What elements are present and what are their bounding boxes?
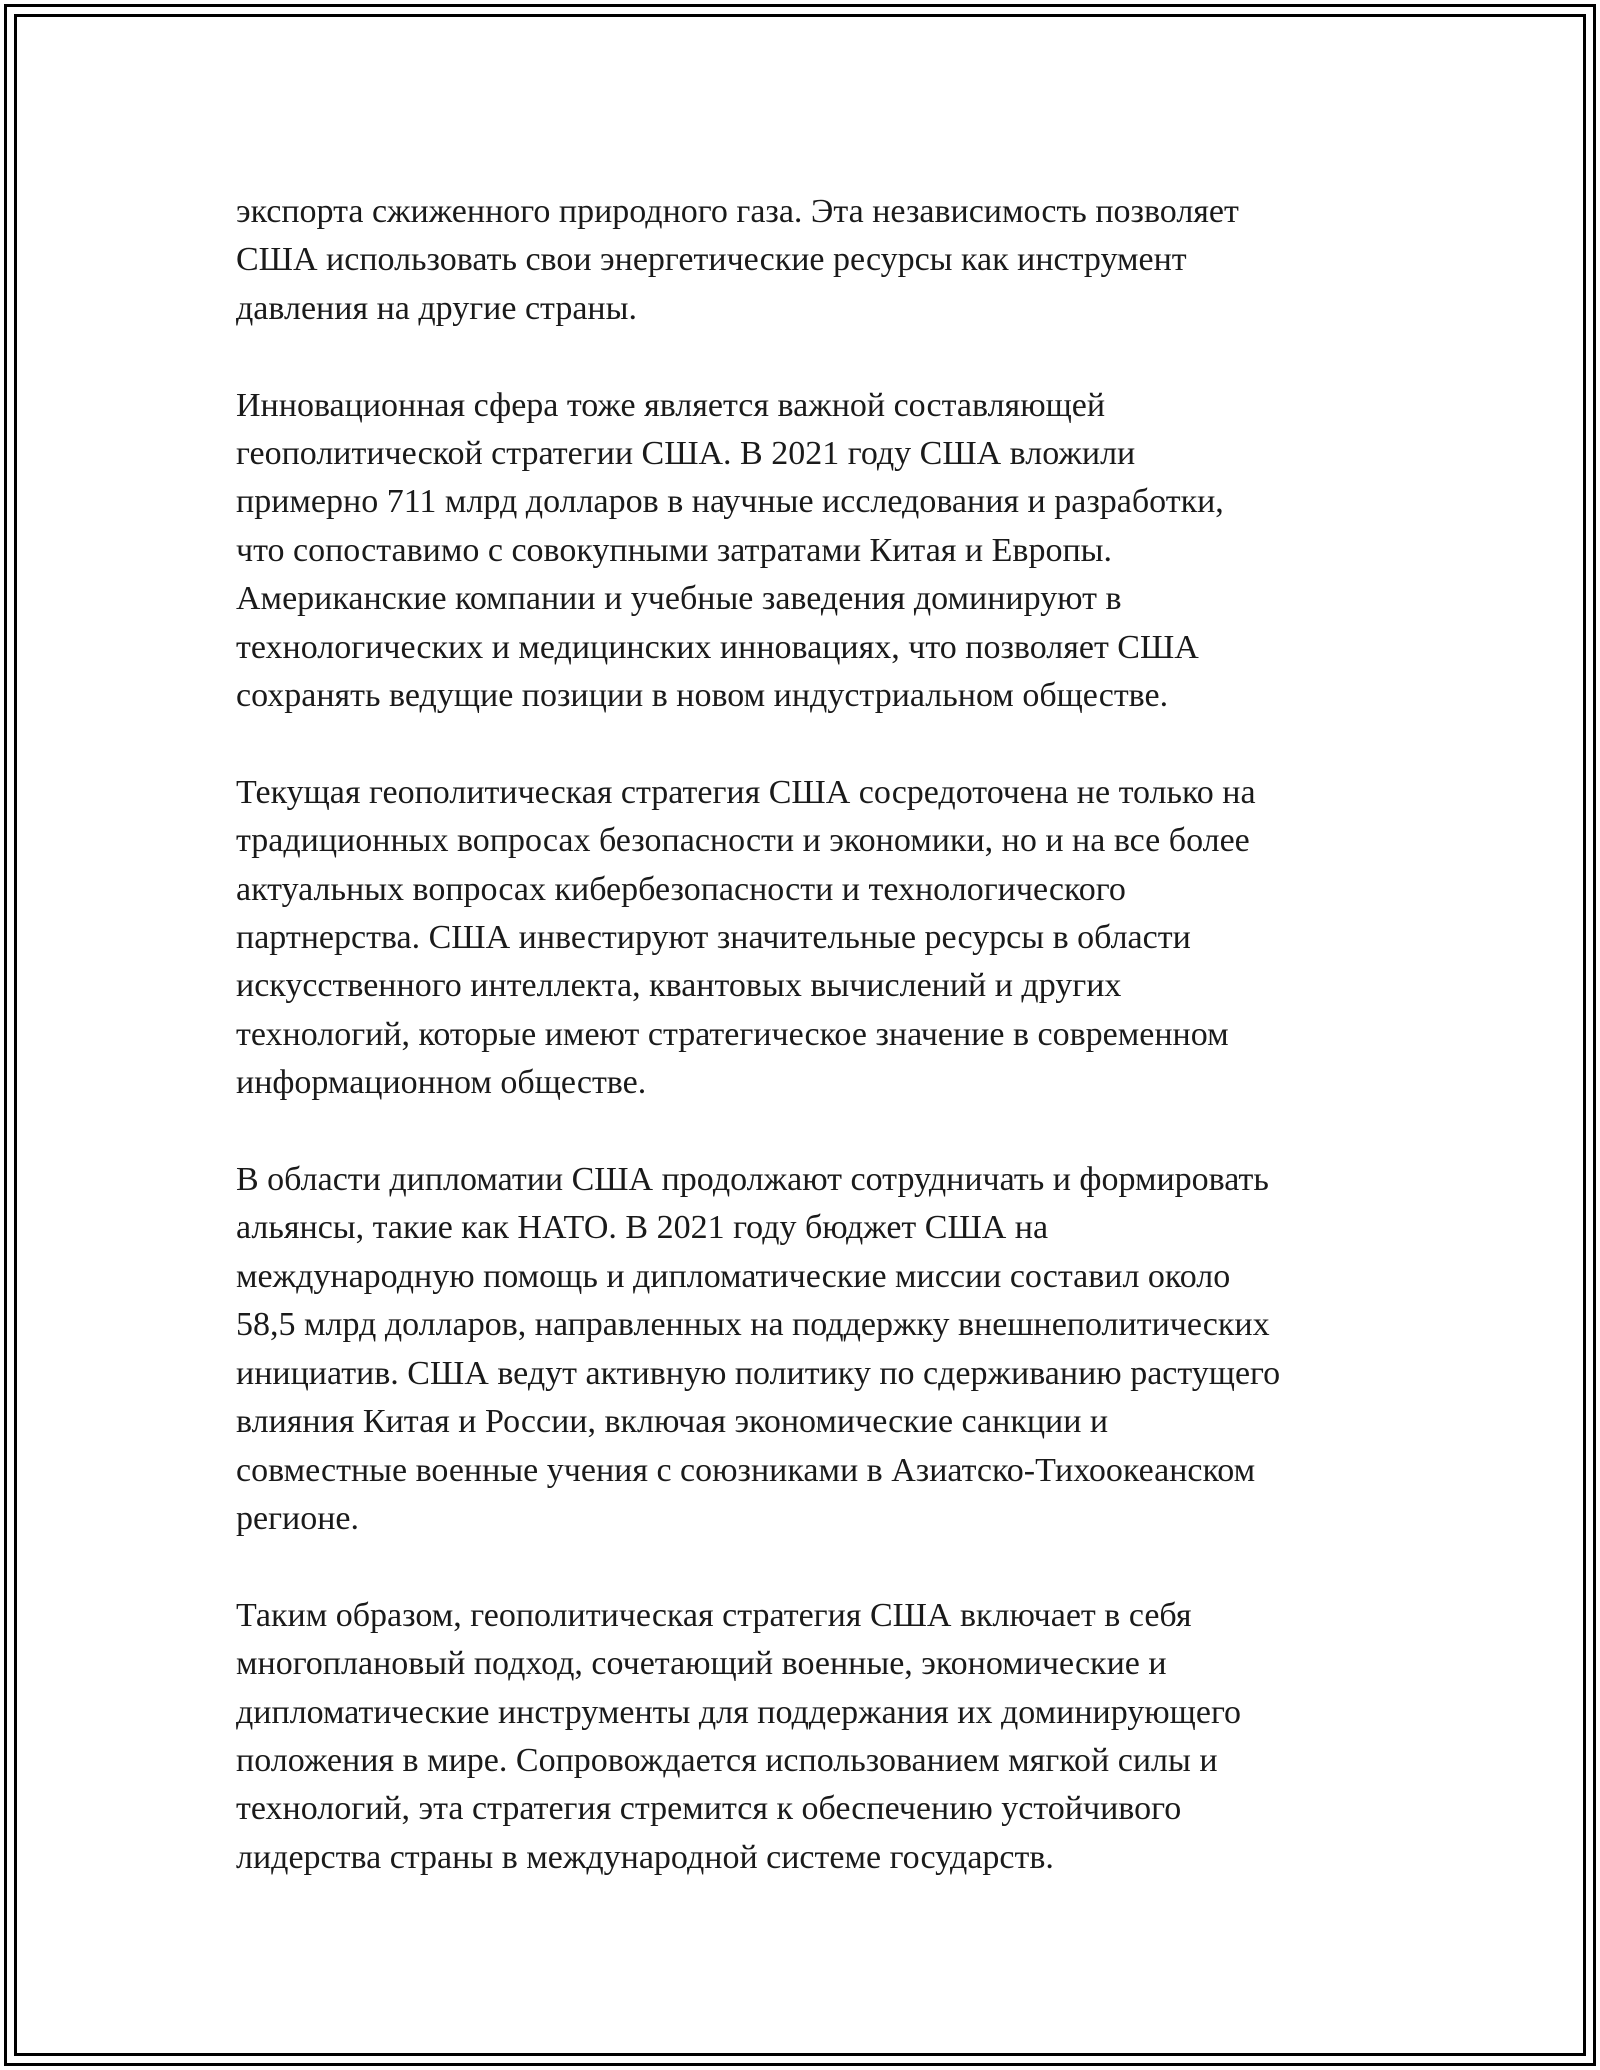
text-line: Таким образом, геополитическая стратегия США включает в себя — [236, 1596, 1192, 1634]
text-line: влияния Китая и России, включая экономические санкции и — [236, 1403, 1109, 1441]
paragraph-3 — [236, 769, 1386, 1108]
text-line: технологий, эта стратегия стремится к обеспечению устойчивого — [236, 1790, 1182, 1828]
text-line: примерно 711 млрд долларов в научные исследования и разработки, — [236, 483, 1224, 521]
text-line: дипломатические инструменты для поддержания их доминирующего — [236, 1693, 1242, 1731]
text-line: информационном обществе. — [236, 1064, 647, 1102]
text-line: актуальных вопросах кибербезопасности и технологического — [236, 870, 1126, 908]
paragraph-1 — [236, 188, 1386, 333]
paragraph-2 — [236, 382, 1386, 721]
text-line: давления на другие страны. — [236, 289, 637, 327]
text-line: экспорта сжиженного природного газа. Эта независимость позволяет — [236, 193, 1239, 230]
text-line: совместные военные учения с союзниками в Азиатско-Тихоокеанском — [236, 1451, 1256, 1489]
text-line: традиционных вопросах безопасности и экономики, но и на все более — [236, 822, 1250, 860]
text-line: многоплановый подход, сочетающий военные, экономические и — [236, 1645, 1167, 1683]
text-line: Американские компании и учебные заведения доминируют в — [236, 580, 1122, 618]
text-line: геополитической стратегии США. В 2021 году США вложили — [236, 435, 1136, 473]
paragraph-4 — [236, 1156, 1386, 1543]
document-body — [236, 188, 1386, 1882]
text-line: партнерства. США инвестируют значительные ресурсы в области — [236, 919, 1191, 957]
text-line: технологических и медицинских инновациях, что позволяет США — [236, 628, 1199, 666]
text-line: международную помощь и дипломатические миссии составил около — [236, 1257, 1231, 1295]
text-line: Текущая геополитическая стратегия США сосредоточена не только на — [236, 773, 1256, 811]
text-line: США использовать свои энергетические ресурсы как инструмент — [236, 241, 1187, 279]
text-line: технологий, которые имеют стратегическое значение в современном — [236, 1015, 1229, 1053]
text-line: искусственного интеллекта, квантовых вычислений и других — [236, 967, 1122, 1005]
text-line: В области дипломатии США продолжают сотрудничать и формировать — [236, 1161, 1269, 1199]
text-line: регионе. — [236, 1499, 360, 1537]
text-line: лидерства страны в международной системе государств. — [236, 1838, 1054, 1876]
paragraph-5 — [236, 1592, 1386, 1882]
text-line: 58,5 млрд долларов, направленных на поддержку внешнеполитических — [236, 1306, 1270, 1344]
text-line: инициатив. США ведут активную политику по сдерживанию растущего — [236, 1354, 1281, 1392]
text-line: Инновационная сфера тоже является важной составляющей — [236, 386, 1106, 424]
text-line: положения в мире. Сопровождается использованием мягкой силы и — [236, 1741, 1218, 1779]
text-line: альянсы, такие как НАТО. В 2021 году бюджет США на — [236, 1209, 1049, 1247]
text-line: сохранять ведущие позиции в новом индустриальном обществе. — [236, 677, 1169, 715]
text-line: что сопоставимо с совокупными затратами Китая и Европы. — [236, 531, 1112, 569]
